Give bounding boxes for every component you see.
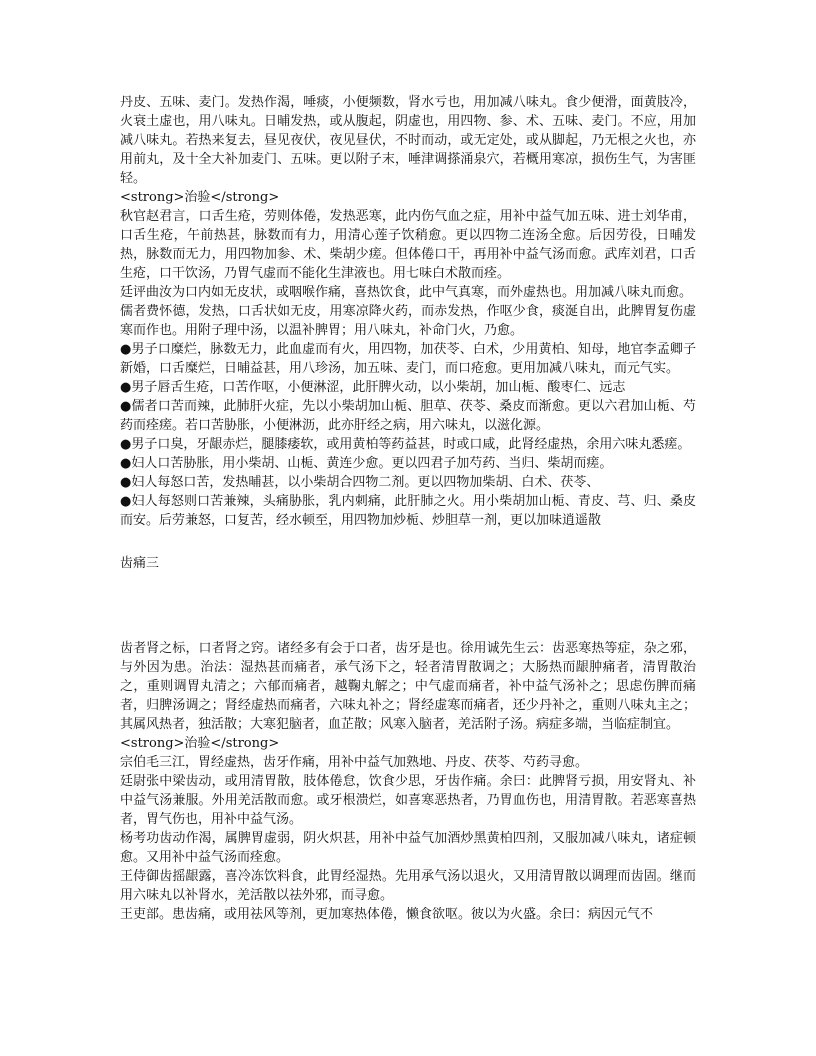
section-title: 齿痛三	[120, 556, 160, 571]
document-page	[120, 93, 696, 924]
paragraph: 廷评曲汝为口内如无皮状，或咽喉作痛，喜热饮食，此中气真寒，而外虚热也。用加减八味丸而愈。	[120, 285, 693, 300]
paragraph: 王侍御齿摇龈露，喜冷冻饮料食，此胃经湿热。先用承气汤以退火，又用清胃散以调理而齿固。继而用六味丸以补肾水，羌活散以祛外邪，而寻愈。	[120, 869, 696, 903]
case-heading: <strong>治验</strong>	[120, 736, 280, 751]
paragraph: 杨考功齿动作渴，属脾胃虚弱，阴火炽甚，用补中益气加酒炒黑黄柏四剂，又服加减八味丸，诸症顿愈。又用补中益气汤而痊愈。	[120, 831, 696, 865]
case-heading: <strong>治验</strong>	[120, 190, 280, 205]
bullet-paragraph: ●男子唇舌生疮，口苦作呕，小便淋涩，此肝脾火动，以小柴胡，加山栀、酸枣仁、远志	[120, 380, 626, 395]
paragraph: 齿者肾之标，口者肾之窍。诸经多有会于口者，齿牙是也。徐用诚先生云：齿恶寒热等症，杂之邪，与外因为患。治法：湿热甚而痛者，承气汤下之，轻者清胃散调之；大肠热而龈肿痛者，清胃散治之，重则调胃丸清之；六郁而痛者，越鞠丸解之；中气虚而痛者，补中益气汤补之；思虑伤脾而痛者，归脾汤调之；肾经虚热而痛者，六味丸补之；肾经虚寒而痛者，还少丹补之，重则八味丸主之；其属风热者，独活散；大寒犯脑者，血芷散；风寒入脑者，羌活附子汤。病症多端，当临症制宜。	[120, 641, 696, 732]
bullet-paragraph: ●妇人每怒则口苦兼辣，头痛胁胀，乳内刺痛，此肝肺之火。用小柴胡加山栀、青皮、芎、归、桑皮而安。后劳兼怒，口复苦，经水顿至，用四物加炒栀、炒胆草一剂，更以加味逍遥散	[120, 494, 696, 528]
bullet-paragraph: ●男子口臭，牙龈赤烂，腿膝痿软，或用黄柏等药益甚，时或口咸，此肾经虚热，余用六味丸悉瘥。	[120, 437, 691, 452]
paragraph: 丹皮、五味、麦门。发热作渴，唾痰，小便频数，肾水亏也，用加减八味丸。食少便滑，面黄肢冷，火衰土虚也，用八味丸。日晡发热，或从腹起，阴虚也，用四物、参、术、五味、麦门。不应，用加减八味丸。若热来复去，昼见夜伏，夜见昼伏，不时而动，或无定处，或从脚起，乃无根之火也，亦用前丸，及十全大补加麦门、五味。更以附子末，唾津调搽涌泉穴，若概用寒凉，损伤生气，为害匪轻。	[120, 95, 696, 186]
paragraph: 儒者费怀德，发热，口舌状如无皮，用寒凉降火药，而赤发热，作呕少食，痰涎自出，此脾胃复伤虚寒而作也。用附子理中汤，以温补脾胃；用八味丸，补命门火，乃愈。	[120, 304, 696, 338]
paragraph: 王吏部。患齿痛，或用祛风等剂，更加寒热体倦，懒食欲呕。彼以为火盛。余曰：病因元气不	[120, 907, 654, 922]
bullet-paragraph: ●儒者口苦而辣，此肺肝火症，先以小柴胡加山栀、胆草、茯苓、桑皮而渐愈。更以六君加山栀、芍药而痊瘥。若口苦胁胀，小便淋沥，此亦肝经之病，用六味丸，以滋化源。	[120, 399, 696, 433]
paragraph: 廷尉张中梁齿动，或用清胃散，肢体倦怠，饮食少思，牙齿作痛。余曰：此脾肾亏损，用安肾丸、补中益气汤兼服。外用羌活散而愈。或牙根溃烂，如喜寒恶热者，乃胃血伤也，用清胃散。若恶寒喜热者，胃气伤也，用补中益气汤。	[120, 774, 696, 827]
bullet-paragraph: ●妇人每怒口苦，发热晡甚，以小柴胡合四物二剂。更以四物加柴胡、白术、茯苓、	[120, 475, 600, 490]
paragraph: 宗伯毛三江，胃经虚热，齿牙作痛，用补中益气加熟地、丹皮、茯苓、芍药寻愈。	[120, 755, 589, 770]
bullet-paragraph: ●男子口糜烂，脉数无力，此血虚而有火，用四物，加茯苓、白术，少用黄柏、知母，地官李孟卿子新婚，口舌糜烂，日晡益甚，用八珍汤，加五味、麦门，而口疮愈。更用加减八味丸，而元气实。	[120, 342, 696, 376]
bullet-paragraph: ●妇人口苦胁胀，用小柴胡、山栀、黄连少愈。更以四君子加芍药、当归、柴胡而瘥。	[120, 456, 613, 471]
paragraph: 秋官赵君言，口舌生疮，劳则体倦，发热恶寒，此内伤气血之症，用补中益气加五味、进士刘华甫，口舌生疮，午前热甚，脉数而有力，用清心莲子饮稍愈。更以四物二连汤全愈。后因劳役，日晡发热，脉数而无力，用四物加参、术、柴胡少瘥。但体倦口干，再用补中益气汤而愈。武库刘君，口舌生疮，口干饮汤，乃胃气虚而不能化生津液也。用七味白术散而痊。	[120, 209, 696, 281]
